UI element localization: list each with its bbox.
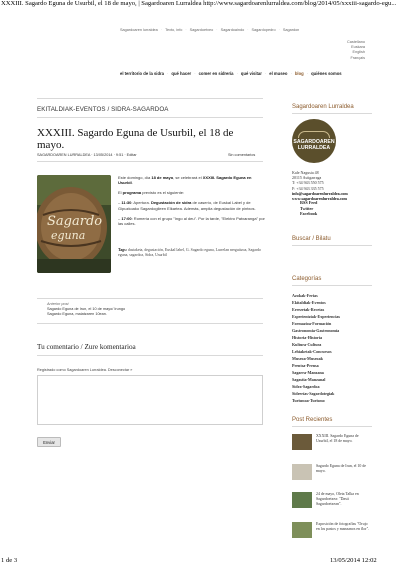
language-option[interactable]: Castellano bbox=[347, 40, 365, 44]
print-header: XXXIII. Sagardo Eguna de Usurbil, el 18 de mayo, | Sagardoaren Lurraldea http://www.sagardoarenlurraldea.com/blog/2014/05/xxxiii-sagardo-egu... bbox=[1, 0, 397, 7]
paragraph: El programa previsto es el siguiente: bbox=[118, 190, 185, 196]
post-tags: Tags: dastaketa, degustación, Euskal label, G. Sagardo eguna, Lurrelan nerguitzoa, Sagardo eguna, sagardoa, Sidra, Usurbil bbox=[118, 248, 262, 257]
breadcrumb[interactable]: EKITALDIAK-EVENTOS / SIDRA-SAGARDOA bbox=[37, 106, 169, 113]
divider bbox=[37, 117, 263, 118]
category-item[interactable]: Historia-Historia bbox=[292, 335, 323, 340]
brand-logo[interactable]: SAGARDOAREN LURRALDEA bbox=[292, 119, 336, 163]
logged-in-note[interactable]: Registrado como Sagardoaren Lurraldea. Desconectar » bbox=[37, 368, 133, 372]
category-item[interactable]: Ekitaldiak-Eventos bbox=[292, 300, 326, 305]
recent-post-item[interactable]: Exposición de fotografías "Orujo en los pastos y manzanos en flor". bbox=[292, 522, 372, 544]
comment-section-title: Tu comentario / Zure komentarioa bbox=[37, 343, 136, 351]
logo-arc-icon bbox=[298, 131, 330, 138]
recent-post-thumbnail bbox=[292, 464, 312, 480]
page-title: XXXIII. Sagardo Eguna de Usurbil, el 18 de mayo. bbox=[37, 127, 234, 151]
category-item[interactable]: Lehiaketak-Concursos bbox=[292, 349, 332, 354]
topnav-item[interactable]: Sagardoaren lurraldea bbox=[120, 28, 158, 32]
category-item[interactable]: Sidra-Sagardoa bbox=[292, 384, 320, 389]
paragraph: – 17:00: Romería con el grupo "Ingo al deu". Por la tarde, "Elektro Patxaranga" por las calles. bbox=[118, 215, 265, 226]
category-item[interactable]: Gastronomia-Gastronomía bbox=[292, 328, 340, 333]
mainnav-item[interactable]: qué hacer bbox=[171, 71, 192, 76]
category-item[interactable]: Sagarra-Manzana bbox=[292, 370, 324, 375]
category-item[interactable]: Turismoa-Turismo bbox=[292, 398, 325, 403]
category-item[interactable]: Formazioa-Formación bbox=[292, 321, 332, 326]
previous-post-link[interactable]: Anterior post Sagardo Eguna de Irun, el 10 de mayo/ Irungo Sagardo Eguna, maiatzaren 10ean. bbox=[47, 302, 126, 316]
mainnav-item[interactable]: el museo bbox=[269, 71, 288, 76]
categories-heading: Categorías bbox=[292, 276, 322, 282]
recent-post-item[interactable]: XXXIII. Sagardo Eguna de Usurbil, el 18 de mayo. bbox=[292, 434, 372, 456]
top-nav: Sagardoaren lurraldea · Texto, info · Sagardoetxeo · Sagardoaindo · Sagardopedro · Sagardon bbox=[120, 28, 300, 32]
divider bbox=[37, 355, 263, 356]
mainnav-item[interactable]: comer en sidrería bbox=[198, 71, 234, 76]
comments-link[interactable]: Sin comentarios bbox=[228, 153, 256, 157]
paragraph: Este domingo, día 18 de mayo, se celebrará el XXXIII. Sagardo Eguna en Usurbil. bbox=[118, 175, 252, 186]
mainnav-item[interactable]: quiénes somos bbox=[311, 71, 342, 76]
category-item[interactable]: Museoa-Museoak bbox=[292, 356, 323, 361]
print-footer-page: 1 de 3 bbox=[1, 557, 18, 564]
topnav-item[interactable]: Sagardon bbox=[282, 28, 300, 32]
svg-text:Sagardo: Sagardo bbox=[47, 214, 103, 229]
divider bbox=[37, 323, 263, 324]
post-body bbox=[118, 175, 266, 231]
divider bbox=[37, 98, 263, 99]
main-nav: el territorio de la sidra · qué hacer · comer en sidrería · qué visitar · el museo · blog · quiénes somos bbox=[120, 71, 342, 76]
post-meta: SAGARDOAREN LURRALDEA · 13/05/2014 · 9:51 · Editar bbox=[37, 153, 137, 157]
search-heading: Buscar / Bilatu bbox=[292, 236, 331, 242]
topnav-item[interactable]: Sagardoaindo bbox=[220, 28, 245, 32]
topnav-item[interactable]: Sagardopedro bbox=[251, 28, 276, 32]
divider bbox=[37, 298, 263, 299]
mainnav-item[interactable]: qué visitar bbox=[240, 71, 262, 76]
recent-post-thumbnail bbox=[292, 492, 312, 508]
social-links bbox=[300, 200, 317, 217]
recent-post-item[interactable]: Sagardo Eguna de Irun, el 10 de mayo. bbox=[292, 464, 372, 486]
language-option[interactable]: English bbox=[352, 50, 365, 55]
recent-post-thumbnail bbox=[292, 522, 312, 538]
divider bbox=[292, 245, 372, 246]
divider bbox=[292, 113, 372, 114]
category-item[interactable]: Esperientziak-Experiencias bbox=[292, 314, 340, 319]
mainnav-item[interactable]: el territorio de la sidra bbox=[120, 71, 164, 76]
sidebar-heading: Sagardoaren Lurraldea bbox=[292, 104, 354, 110]
divider bbox=[37, 161, 263, 162]
twitter-link[interactable]: Twitter bbox=[300, 205, 314, 211]
divider bbox=[292, 426, 372, 427]
divider bbox=[292, 285, 372, 286]
category-item[interactable]: Azokak-Ferias bbox=[292, 293, 318, 298]
cider-barrel-photo bbox=[37, 175, 111, 273]
facebook-link[interactable]: Facebook bbox=[300, 211, 318, 217]
paragraph: – 11:30: Apertura. Degustación de sidra de caserío, de Euskal Label y de Gipuzkoako Sagardogileen Elkartea. Además, amplia degustación de pintxos. bbox=[118, 200, 256, 211]
svg-text:eguna: eguna bbox=[51, 229, 86, 242]
language-option[interactable]: Français bbox=[350, 55, 365, 60]
category-item[interactable]: Errezetak-Recetas bbox=[292, 307, 325, 312]
comment-textarea[interactable] bbox=[37, 375, 263, 425]
post-image[interactable] bbox=[37, 175, 111, 273]
category-item[interactable]: Sagastia-Manzanal bbox=[292, 377, 326, 382]
recent-posts-heading: Post Recientes bbox=[292, 417, 333, 423]
category-item[interactable]: Sidrerías-Sagardotegiak bbox=[292, 391, 335, 396]
contact-email[interactable]: info@sagardoarenlurraldea.com bbox=[292, 190, 348, 196]
category-item[interactable]: Kultura-Cultura bbox=[292, 342, 322, 347]
contact-address: Kale Nagusia 48 20115 Astigarraga T: +34 943 550 575 F: +34 943 335 575 info@sagardoarenlurraldea.com www.sagardoarenlurraldea.com bbox=[292, 170, 348, 202]
category-list bbox=[292, 292, 372, 404]
recent-post-thumbnail bbox=[292, 434, 312, 450]
print-footer-date: 13/05/2014 12:02 bbox=[330, 557, 377, 564]
language-selector bbox=[335, 40, 365, 61]
category-item[interactable]: Prentsa-Prensa bbox=[292, 363, 319, 368]
topnav-item[interactable]: Texto, info bbox=[165, 28, 183, 32]
language-option[interactable]: Euskara bbox=[351, 45, 365, 50]
recent-post-item[interactable]: 24 de mayo, Oleta Talka en Sagardoetxea: "Dasti Sagardoetxean". bbox=[292, 492, 372, 514]
rss-link[interactable]: RSS Feed bbox=[300, 200, 318, 205]
mainnav-item-active[interactable]: blog bbox=[294, 71, 304, 76]
topnav-item[interactable]: Sagardoetxeo bbox=[189, 28, 214, 32]
submit-comment-button[interactable]: Enviar bbox=[37, 437, 61, 447]
contact-web[interactable]: www.sagardoarenlurraldea.com bbox=[292, 196, 347, 202]
